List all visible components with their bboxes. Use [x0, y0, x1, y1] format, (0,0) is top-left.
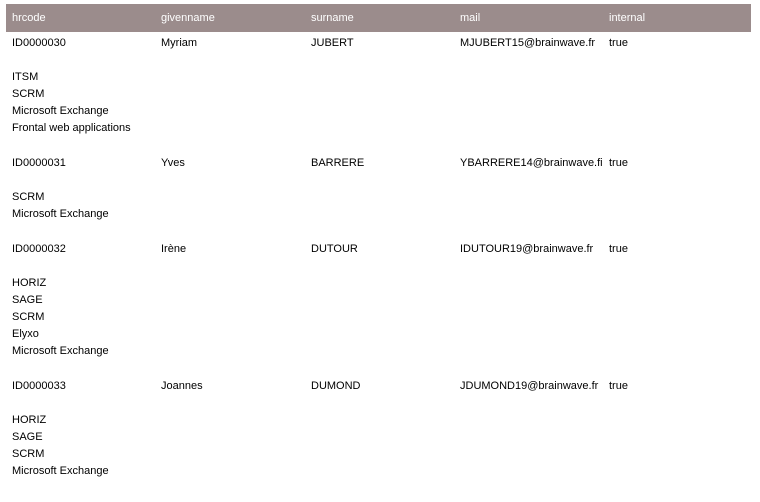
report-table [6, 4, 751, 480]
internal-cell: true [609, 243, 628, 255]
list-item: SAGE [12, 431, 43, 443]
surname-cell: JUBERT [311, 37, 354, 49]
column-header-surname: surname [311, 12, 354, 24]
list-item: Microsoft Exchange [12, 105, 109, 117]
list-item: SCRM [12, 191, 45, 203]
surname-cell: BARRERE [311, 157, 365, 169]
givenname-cell: Irène [161, 243, 187, 255]
identity-record [6, 32, 751, 152]
application-list [6, 174, 751, 223]
list-item: Microsoft Exchange [12, 208, 109, 220]
column-header-mail: mail [460, 12, 481, 24]
application-list [6, 397, 751, 480]
list-item: Microsoft Exchange [12, 465, 109, 477]
identity-record [6, 375, 751, 480]
hrcode-cell: ID0000030 [12, 37, 66, 49]
identity-record [6, 152, 751, 238]
record-spacer [6, 137, 751, 152]
surname-cell: DUTOUR [311, 243, 358, 255]
column-header-internal: internal [609, 12, 646, 24]
hrcode-cell: ID0000033 [12, 380, 66, 392]
list-item: ITSM [12, 71, 39, 83]
list-item: SCRM [12, 311, 45, 323]
mail-cell: JDUMOND19@brainwave.fr [460, 380, 599, 392]
list-item: Elyxo [12, 328, 39, 340]
hrcode-cell: ID0000032 [12, 243, 66, 255]
list-item: SAGE [12, 294, 43, 306]
mail-cell: YBARRERE14@brainwave.fi [460, 157, 603, 169]
table-row [6, 238, 751, 260]
table-row [6, 375, 751, 397]
surname-cell: DUMOND [311, 380, 361, 392]
internal-cell: true [609, 37, 628, 49]
list-item: HORIZ [12, 414, 47, 426]
column-header-givenname: givenname [161, 12, 215, 24]
givenname-cell: Yves [161, 157, 185, 169]
mail-cell: MJUBERT15@brainwave.fr [460, 37, 596, 49]
internal-cell: true [609, 380, 628, 392]
hrcode-cell: ID0000031 [12, 157, 66, 169]
list-item: HORIZ [12, 277, 47, 289]
list-item: Frontal web applications [12, 122, 131, 134]
record-spacer [6, 360, 751, 375]
identity-record [6, 238, 751, 375]
list-item: SCRM [12, 448, 45, 460]
internal-cell: true [609, 157, 628, 169]
list-item: Microsoft Exchange [12, 345, 109, 357]
application-list [6, 54, 751, 137]
application-list [6, 260, 751, 360]
table-row [6, 152, 751, 174]
record-spacer [6, 223, 751, 238]
table-header [6, 4, 751, 32]
column-header-hrcode: hrcode [12, 12, 46, 24]
list-item: SCRM [12, 88, 45, 100]
givenname-cell: Joannes [161, 380, 203, 392]
givenname-cell: Myriam [161, 37, 198, 49]
mail-cell: IDUTOUR19@brainwave.fr [460, 243, 594, 255]
table-row [6, 32, 751, 54]
